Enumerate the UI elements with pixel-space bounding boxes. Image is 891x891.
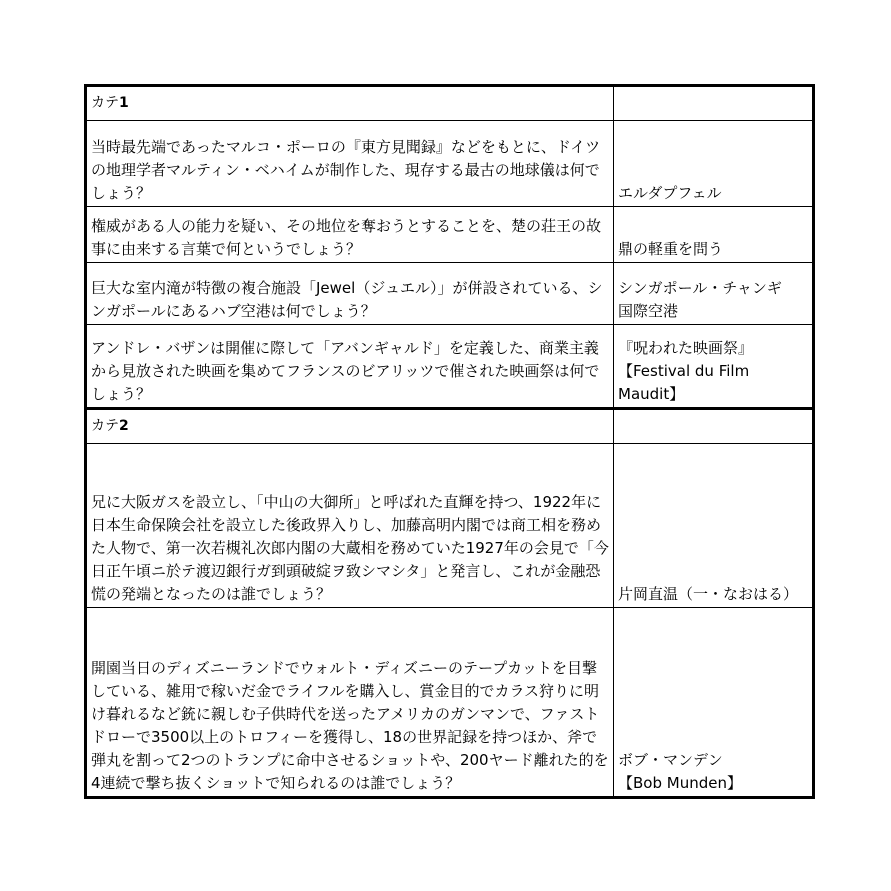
answer-cell (614, 444, 814, 608)
question-cell: 権威がある人の能力を疑い、その地位を奪おうとすることを、楚の荘王の故事に由来する言葉で何というでしょう？ (86, 207, 614, 263)
question-row (86, 608, 814, 798)
answer-line: ボブ・マンデン (618, 751, 723, 769)
answer-line: 国際空港 (618, 302, 679, 320)
question-row (86, 263, 814, 325)
question-cell: 開園当日のディズニーランドでウォルト・ディズニーのテープカットを目撃している、雑用で稼いだ金でライフルを購入し、賞金目的でカラス狩りに明け暮れるなど銃に親しむ子供時代を送ったアメリカのガンマンで、ファストドローで3500以上のトロフィーを獲得し、18の世界記録を持つほか、斧で弾丸を割って2つのトランプに命中させるショットや、200ヤード離れた的を4連続で撃ち抜くショットで知られるのは誰でしょう？ (86, 608, 614, 798)
answer-cell (614, 608, 814, 798)
answer-line: 鼎の軽重を問う (618, 240, 724, 258)
answer-line: シンガポール・チャンギ (618, 279, 782, 297)
question-row (86, 325, 814, 409)
category-header-row (86, 86, 814, 121)
category-answer-cell (614, 409, 814, 444)
answer-cell (614, 207, 814, 263)
category-number: 1 (119, 94, 129, 111)
answer-cell (614, 263, 814, 325)
category-answer-cell (614, 86, 814, 121)
category-label-text: カテ (91, 94, 119, 111)
category-label (86, 409, 614, 444)
question-cell: 巨大な室内滝が特徴の複合施設「Jewel（ジュエル）」が併設されている、シンガポールにあるハブ空港は何でしょう？ (86, 263, 614, 325)
question-row (86, 444, 814, 608)
question-cell: アンドレ・バザンは開催に際して「アバンギャルド」を定義した、商業主義から見放された映画を集めてフランスのビアリッツで催された映画祭は何でしょう？ (86, 325, 614, 409)
answer-line: エルダプフェル (618, 184, 722, 202)
answer-line: 『呪われた映画祭』 (618, 339, 754, 357)
question-cell: 兄に大阪ガスを設立し、「中山の大御所」と呼ばれた直輝を持つ、1922年に日本生命保険会社を設立した後政界入りし、加藤高明内閣では商工相を務めた人物で、第一次若槻礼次郎内閣の大蔵相を務めていた1927年の会見で「今日正午頃ニ於テ渡辺銀行ガ到頭破綻ヲ致シマシタ」と発言し、これが金融恐慌の発端となったのは誰でしょう？ (86, 444, 614, 608)
answer-line: 【Festival du Film (618, 362, 750, 380)
category-header-row (86, 409, 814, 444)
answer-line: 【Bob Munden】 (618, 774, 742, 792)
question-cell: 当時最先端であったマルコ・ポーロの『東方見聞録』などをもとに、ドイツの地理学者マルティン・ベハイムが制作した、現存する最古の地球儀は何でしょう？ (86, 121, 614, 207)
category-number: 2 (119, 417, 129, 434)
answer-line: 片岡直温（一・なおはる） (618, 585, 799, 603)
category-label (86, 86, 614, 121)
answer-line: Maudit】 (618, 385, 685, 403)
category-label-text: カテ (91, 417, 119, 434)
question-row (86, 121, 814, 207)
quiz-table (84, 84, 815, 799)
question-row (86, 207, 814, 263)
answer-cell (614, 325, 814, 409)
answer-cell (614, 121, 814, 207)
